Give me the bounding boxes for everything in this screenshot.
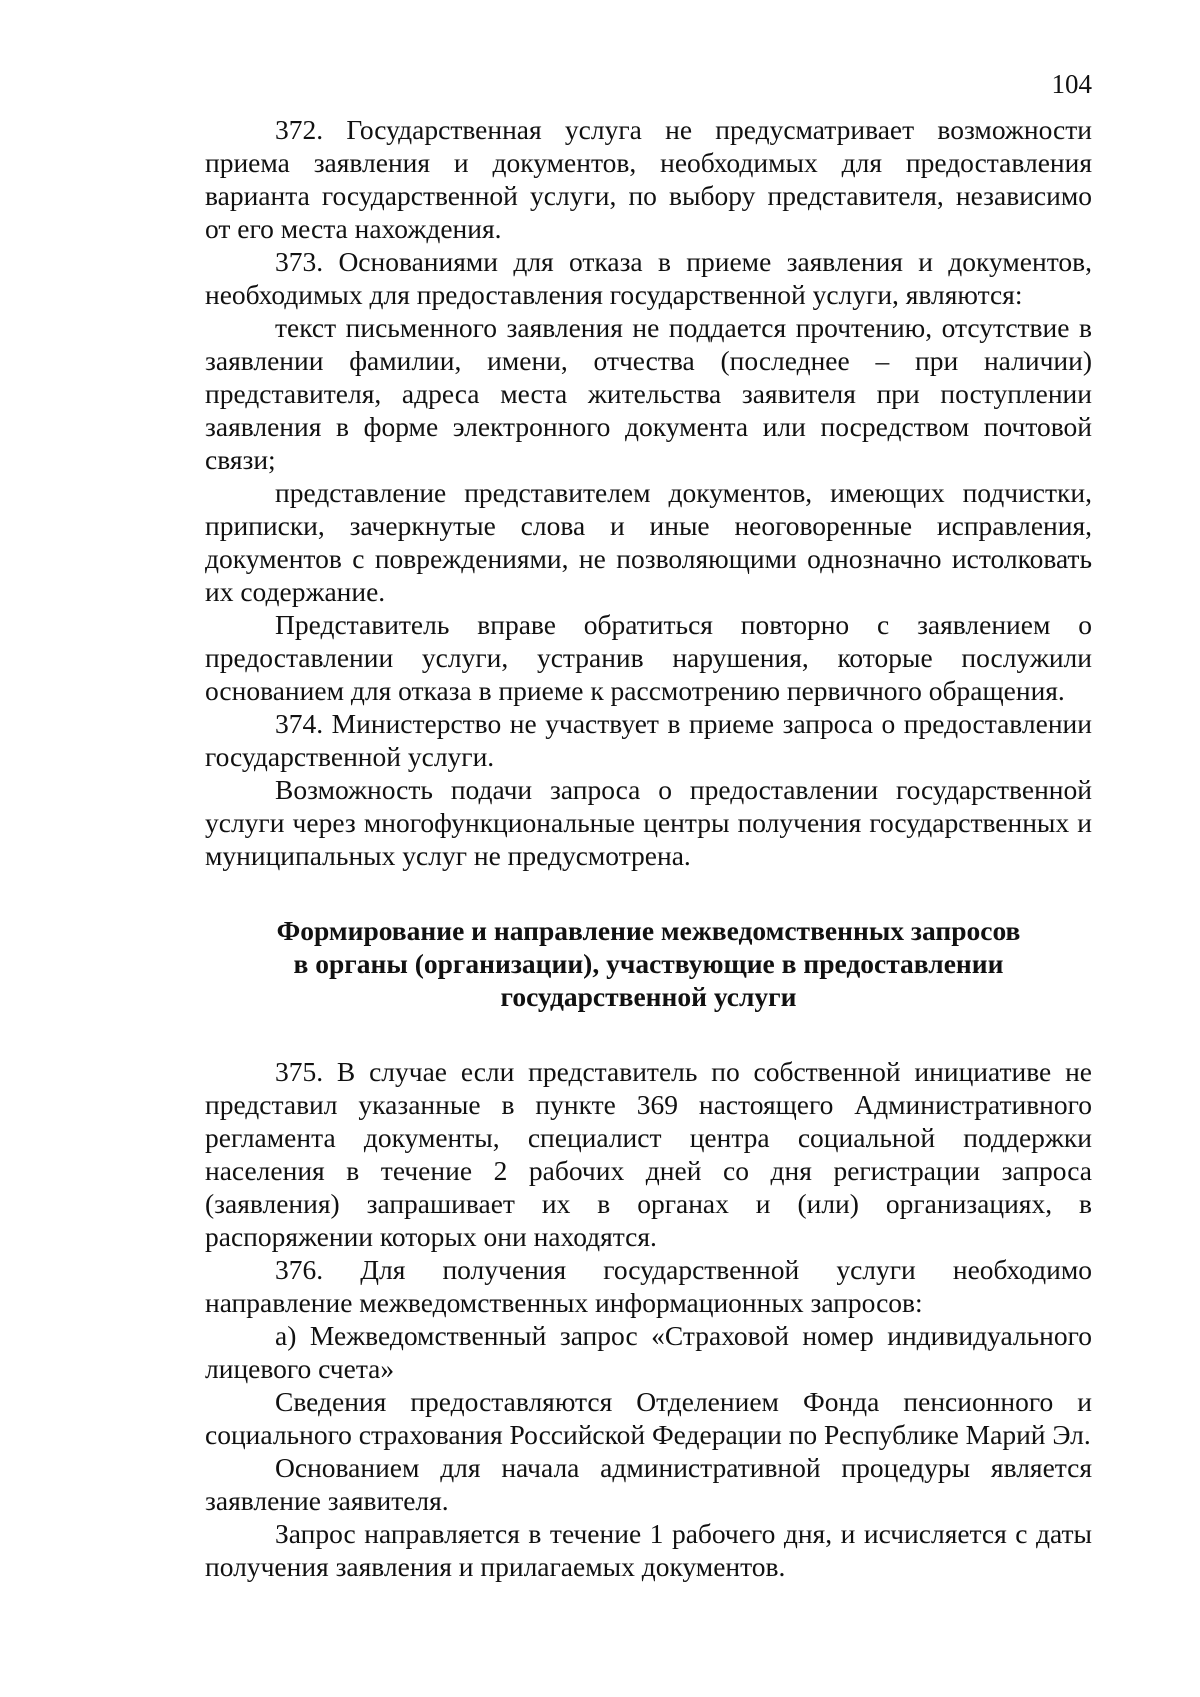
paragraph-373-note: Представитель вправе обратиться повторно с заявлением о предоставлении услуги, устранив нарушения, которые послужили основанием для отказа в приеме к рассмотрению первичного обращения.	[205, 609, 1092, 706]
section-heading-line: в органы (организации), участвующие в предоставлении	[293, 948, 1004, 979]
paragraph-373-item-1: текст письменного заявления не поддается прочтению, отсутствие в заявлении фамилии, имени, отчества (последнее – при наличии) представителя, адреса места жительства заявителя при поступлении заявления в форме электронного документа или посредством почтовой связи;	[205, 312, 1092, 475]
section-heading	[205, 914, 1092, 1013]
paragraph-373: 373. Основаниями для отказа в приеме заявления и документов, необходимых для предоставления государственной услуги, являются:	[205, 246, 1092, 310]
paragraph-374-note: Возможность подачи запроса о предоставлении государственной услуги через многофункциональные центры получения государственных и муниципальных услуг не предусмотрена.	[205, 774, 1092, 871]
document-body	[205, 113, 1092, 1583]
paragraph-374: 374. Министерство не участвует в приеме запроса о предоставлении государственной услуги.	[205, 708, 1092, 772]
paragraph-376-basis: Основанием для начала административной процедуры является заявление заявителя.	[205, 1452, 1092, 1516]
paragraph-376: 376. Для получения государственной услуги необходимо направление межведомственных информационных запросов:	[205, 1254, 1092, 1318]
paragraph-376-source: Сведения предоставляются Отделением Фонда пенсионного и социального страхования Российской Федерации по Республике Марий Эл.	[205, 1386, 1092, 1450]
paragraph-376-timing: Запрос направляется в течение 1 рабочего дня, и исчисляется с даты получения заявления и прилагаемых документов.	[205, 1518, 1092, 1582]
paragraph-375: 375. В случае если представитель по собственной инициативе не представил указанные в пункте 369 настоящего Административного регламента документы, специалист центра социальной поддержки населения в течение 2 рабочих дней со дня регистрации запроса (заявления) запрашивает их в органах и (или) организациях, в распоряжении которых они находятся.	[205, 1056, 1092, 1252]
section-heading-line: Формирование и направление межведомственных запросов	[276, 915, 1021, 946]
page-number: 104	[1051, 69, 1092, 99]
paragraph-376-item-a: а) Межведомственный запрос «Страховой номер индивидуального лицевого счета»	[205, 1320, 1092, 1384]
paragraph-372: 372. Государственная услуга не предусматривает возможности приема заявления и документов, необходимых для предоставления варианта государственной услуги, по выбору представителя, независимо от его места нахождения.	[205, 114, 1092, 244]
paragraph-373-item-2: представление представителем документов, имеющих подчистки, приписки, зачеркнутые слова и иные неоговоренные исправления, документов с повреждениями, не позволяющими однозначно истолковать их содержание.	[205, 477, 1092, 607]
section-heading-line: государственной услуги	[500, 981, 797, 1012]
